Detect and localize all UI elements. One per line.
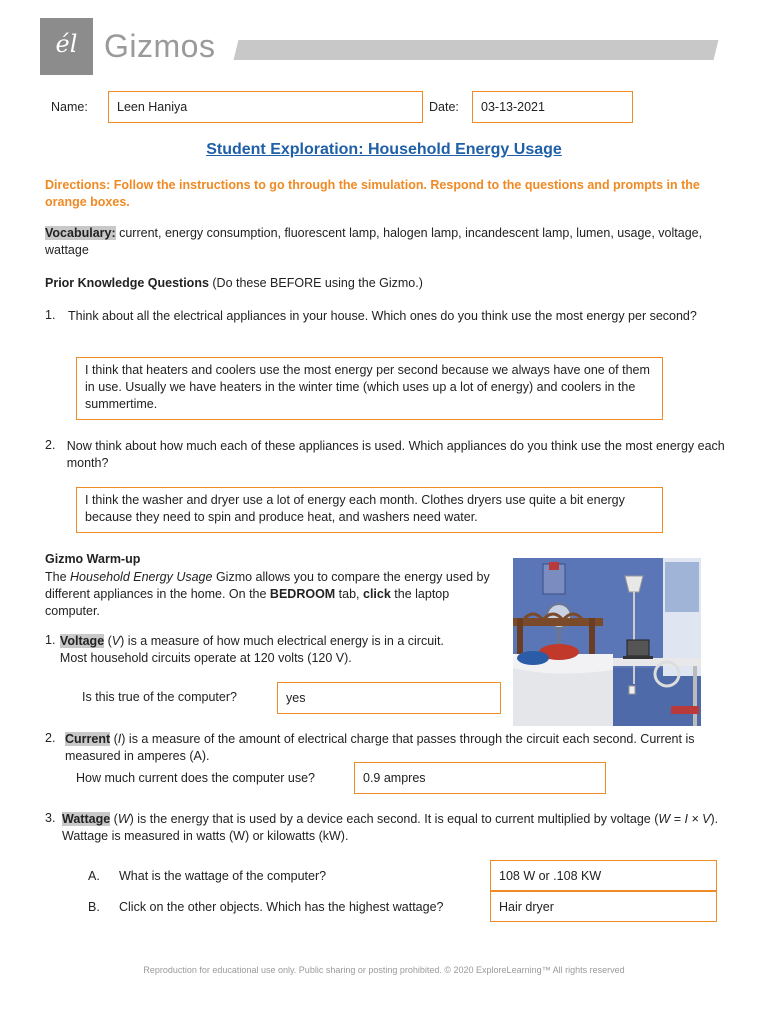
- intro-text: The: [45, 570, 71, 584]
- intro-text: Gizmo allows you to compare the energy used by different appliances in the home. On the: [45, 570, 490, 601]
- symbol-close: ): [120, 634, 125, 648]
- symbol-open: (: [110, 732, 118, 746]
- definition-text: is the energy that is used by a device each second. It is equal to current multiplied by voltage (: [133, 812, 659, 826]
- logo-mark: él: [55, 30, 78, 58]
- click-instruction: click: [363, 586, 391, 601]
- sub-letter-b: B.: [88, 900, 100, 914]
- vocabulary: [45, 225, 725, 259]
- sub-letter-a: A.: [88, 869, 100, 883]
- question-text: Now think about how much each of these appliances is used. Which appliances do you think use the most energy each month?: [66, 439, 725, 470]
- directions-text: Directions: Follow the instructions to go through the simulation. Respond to the questions and prompts in the orange boxes.: [45, 178, 700, 209]
- question-number: 1.: [45, 633, 56, 647]
- warmup-heading: Gizmo Warm-up: [45, 552, 141, 566]
- page-title: Student Exploration: Household Energy Usage: [206, 141, 562, 158]
- prior-knowledge-note: (Do these BEFORE using the Gizmo.): [208, 276, 423, 290]
- footer-copyright: Reproduction for educational use only. Public sharing or posting prohibited. © 2020 ExploreLearning™ All rights reserved: [143, 965, 625, 975]
- warmup-question-3: [45, 811, 725, 845]
- answer-wattage[interactable]: 108 W or .108 KW: [490, 860, 717, 891]
- gizmo-name: Household Energy Usage: [70, 570, 213, 584]
- answer-current[interactable]: 0.9 ampres: [354, 762, 606, 794]
- term-wattage: Wattage: [62, 812, 111, 826]
- symbol-open: (: [110, 812, 118, 826]
- definition-text: ). Wattage is measured in watts (W) or kilowatts (kW).: [62, 812, 719, 843]
- question-number: 3.: [45, 811, 56, 825]
- bedroom-tab-label: BEDROOM: [269, 586, 336, 601]
- question-text: [65, 731, 725, 765]
- wattage-formula: W = I × V: [658, 812, 711, 826]
- definition-text: is a measure of the amount of electrical charge that passes through the circuit each second. Current is measured in amperes (A).: [64, 732, 695, 763]
- prompt-computer-voltage: Is this true of the computer?: [82, 690, 237, 704]
- bedroom-illustration: [513, 558, 701, 726]
- vocabulary-label: Vocabulary:: [45, 226, 116, 240]
- term-current: Current: [64, 732, 111, 746]
- term-voltage: Voltage: [59, 634, 105, 648]
- symbol-v: V: [111, 634, 121, 648]
- prior-knowledge-heading: [45, 276, 423, 290]
- bedroom-image: [513, 558, 701, 726]
- warmup-intro: [45, 569, 490, 620]
- intro-text: tab,: [335, 586, 363, 601]
- question-number: 1.: [45, 308, 56, 322]
- question-text: Think about all the electrical appliances in your house. Which ones do you think use the most energy per second?: [68, 309, 697, 323]
- definition-text: is a measure of how much electrical energy is in a circuit. Most household circuits operate at 120 volts (120 V).: [59, 634, 444, 665]
- date-label: Date:: [429, 100, 459, 114]
- warmup-question-2: [45, 731, 725, 765]
- brand-name: Gizmos: [104, 28, 216, 64]
- name-label: Name:: [51, 100, 88, 114]
- question-number: 2.: [45, 438, 56, 452]
- vocabulary-text: current, energy consumption, fluorescent lamp, halogen lamp, incandescent lamp, lumen, usage, voltage, wattage: [45, 226, 703, 257]
- intro-text: the laptop computer.: [45, 586, 450, 618]
- header-banner: [234, 40, 719, 60]
- warmup-question-1: [45, 633, 465, 667]
- question-text: [60, 633, 465, 667]
- prior-question-1: [45, 308, 725, 325]
- symbol-w: W: [117, 812, 130, 826]
- prior-question-2: [45, 438, 725, 472]
- answer-highest-wattage[interactable]: Hair dryer: [490, 891, 717, 922]
- prompt-computer-current: How much current does the computer use?: [76, 771, 316, 785]
- date-field[interactable]: 03-13-2021: [472, 91, 633, 123]
- prior-knowledge-title: Prior Knowledge Questions: [45, 276, 209, 290]
- question-number: 2.: [45, 731, 56, 745]
- question-text: [62, 811, 725, 845]
- prompt-highest-wattage: Click on the other objects. Which has the highest wattage?: [119, 900, 444, 914]
- name-field[interactable]: Leen Haniya: [108, 91, 423, 123]
- answer-box-2[interactable]: I think the washer and dryer use a lot of energy each month. Clothes dryers use quite a bit energy because they need to spin and produce heat, and washers need water.: [76, 487, 663, 533]
- symbol-close: ): [129, 812, 134, 826]
- symbol-open: (: [104, 634, 112, 648]
- symbol-i: I: [117, 732, 122, 746]
- answer-voltage[interactable]: yes: [277, 682, 501, 714]
- prompt-computer-wattage: What is the wattage of the computer?: [119, 869, 327, 883]
- symbol-close: ): [121, 732, 126, 746]
- answer-box-1[interactable]: I think that heaters and coolers use the most energy per second because we always have one of them in use. Usually we have heaters in the winter time (which uses up a lot of energy) and coolers in the summertime.: [76, 357, 663, 420]
